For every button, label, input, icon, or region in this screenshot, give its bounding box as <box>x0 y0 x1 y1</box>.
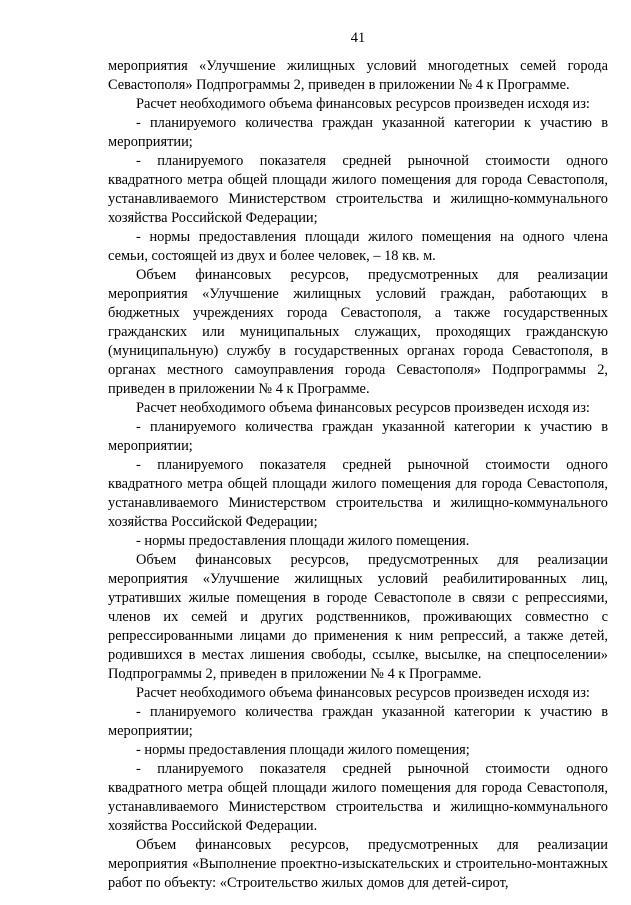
paragraph: Объем финансовых ресурсов, предусмотренных для реализации мероприятия «Улучшение жилищных условий граждан, работающих в бюджетных учреждениях города Севастополя, а также государственных гражданских или муниципальных служащих, проходящих гражданскую (муниципальную) службу в государственных органах города Севастополя, в органах местного самоуправления города Севастополя» Подпрограммы 2, приведен в приложении № 4 к Программе. <box>108 267 608 397</box>
paragraph: - планируемого показателя средней рыночной стоимости одного квадратного метра общей площади жилого помещения для города Севастополя, устанавливаемого Министерством строительства и жилищно-коммунального хозяйства Российской Федерации. <box>108 761 608 834</box>
paragraph: - нормы предоставления площади жилого помещения. <box>136 533 470 549</box>
paragraph: - планируемого количества граждан указанной категории к участию в мероприятии; <box>108 115 608 150</box>
page-number: 41 <box>350 30 366 46</box>
paragraph: - планируемого показателя средней рыночной стоимости одного квадратного метра общей площади жилого помещения для города Севастополя, устанавливаемого Министерством строительства и жилищно-коммунального хозяйства Российской Федерации; <box>108 153 608 226</box>
paragraph: Расчет необходимого объема финансовых ресурсов произведен исходя из: <box>136 400 590 416</box>
paragraph: - нормы предоставления площади жилого помещения на одного члена семьи, состоящей из двух и более человек, – 18 кв. м. <box>108 229 608 264</box>
paragraph: Объем финансовых ресурсов, предусмотренных для реализации мероприятия «Улучшение жилищных условий реабилитированных лиц, утративших жилые помещения в городе Севастополе в связи с репрессиями, членов их семей и других родственников, проживающих совместно с репрессированными лицами до применения к ним репрессий, а также детей, родившихся в местах лишения свободы, ссылке, высылке, на спецпоселении» Подпрограммы 2, приведен в приложении № 4 к Программе. <box>108 552 608 682</box>
paragraph: Объем финансовых ресурсов, предусмотренных для реализации мероприятия «Выполнение проектно-изыскательских и строительно-монтажных работ по объекту: «Строительство жилых домов для детей-сирот, <box>108 837 608 891</box>
paragraph: - нормы предоставления площади жилого помещения; <box>136 742 470 758</box>
body-text <box>108 57 608 893</box>
paragraph: мероприятия «Улучшение жилищных условий многодетных семей города Севастополя» Подпрограммы 2, приведен в приложении № 4 к Программе. <box>108 58 608 93</box>
paragraph: Расчет необходимого объема финансовых ресурсов произведен исходя из: <box>136 96 590 112</box>
paragraph: - планируемого количества граждан указанной категории к участию в мероприятии; <box>108 704 608 739</box>
paragraph: - планируемого показателя средней рыночной стоимости одного квадратного метра общей площади жилого помещения для города Севастополя, устанавливаемого Министерством строительства и жилищно-коммунального хозяйства Российской Федерации; <box>108 457 608 530</box>
paragraph: Расчет необходимого объема финансовых ресурсов произведен исходя из: <box>136 685 590 701</box>
paragraph: - планируемого количества граждан указанной категории к участию в мероприятии; <box>108 419 608 454</box>
